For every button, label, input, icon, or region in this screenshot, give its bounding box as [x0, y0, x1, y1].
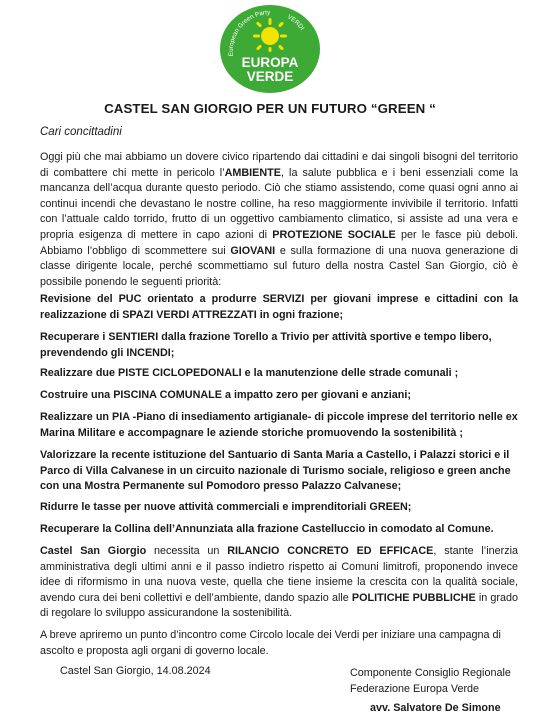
priority-piste: Realizzare due PISTE CICLOPEDONALI e la manutenzione delle strade comunali ;: [40, 367, 459, 379]
rilancio-paragraph: Castel San Giorgio necessita un RILANCIO CONCRETO ED EFFICACE, stante l’inerzia amministrativa degli ultimi anni e il passo indietro rispetto ai Comuni limitrofi, proponendo invece idee di riformismo in una nuova veste, quella che tiene insieme la crescita con la qualità sociale, avendo cura dei beni collettivi e dell’ambiente, dando spazio alle POLITICHE PUBBLICHE in grado di regolare lo sviluppo assicurandone la sostenibilità.: [40, 545, 519, 620]
place-date: Castel San Giorgio, 14.08.2024: [60, 665, 211, 677]
priority-santuario: Valorizzare la recente istituzione del Santuario di Santa Maria a Castello, i Palazzi storici e il Parco di Villa Calvanese in un circuito nazionale di Turismo sociale, religioso e green anche con una Mostra Permanente sul Pomodoro presso Palazzo Calvanese;: [40, 449, 511, 493]
salutation: Cari concittadini: [40, 126, 122, 138]
priority-tasse: Ridurre le tasse per nuove attività commerciali e imprenditoriali GREEN;: [40, 501, 412, 513]
svg-text:VERDE: VERDE: [246, 69, 294, 84]
europa-verde-logo: [219, 4, 321, 94]
closing-paragraph: A breve apriremo un punto d’incontro come Circolo locale dei Verdi per iniziare una campagna di ascolto e proposta agli organi di governo locale.: [40, 629, 501, 657]
signature-role: [350, 665, 511, 697]
signature-name: avv. Salvatore De Simone: [370, 702, 501, 714]
intro-paragraph: Oggi più che mai abbiamo un dovere civico ripartendo dai cittadini e dai singoli bisogni del territorio di combattere chi mette in pericolo l’AMBIENTE, la salute pubblica e i beni essenziali come la mancanza dell’acqua durante questo periodo. Ciò che stiamo assistendo, come quasi ogni anno ai continui incendi che devastano le nostre colline, ha reso maggiormente invivibile il territorio. Infatti con l’attuale caldo torrido, frutto di un oggettivo cambiamento climatico, si assiste ad una vera e propria esigenza di mettere in capo azioni di PROTEZIONE SOCIALE per le fasce più deboli. Abbiamo l’obbligo di scommettere sui GIOVANI e sulla formazione di una nuova generazione di classe dirigente locale, perché scommettiamo sul futuro della nostra Castel San Giorgio, ciò è possibile ponendo le seguenti priorità:: [40, 151, 518, 288]
role-line-1: Componente Consiglio Regionale: [350, 667, 511, 679]
priority-sentieri: Recuperare i SENTIERI dalla frazione Torello a Trivio per attività sportive e tempo libero, prevendendo gli INCENDI;: [40, 331, 492, 359]
priority-collina: Recuperare la Collina dell’Annunziata alla frazione Castelluccio in comodato al Comune.: [40, 523, 494, 535]
priority-piscina: Costruire una PISCINA COMUNALE a impatto zero per giovani e anziani;: [40, 389, 411, 401]
priority-puc: Revisione del PUC orientato a produrre SERVIZI per giovani imprese e cittadini con la realizzazione di SPAZI VERDI ATTREZZATI in ogni frazione;: [40, 293, 518, 321]
sunflower-logo-icon: [219, 4, 321, 94]
page-title: CASTEL SAN GIORGIO PER UN FUTURO “GREEN “: [104, 101, 436, 116]
svg-text:VERDI: VERDI: [286, 13, 306, 32]
priority-pia: Realizzare un PIA -Piano di insediamento artigianale- di piccole imprese del territorio nelle ex Marina Militare e accompagnare le aziende storiche promuovendo la sostenibilità ;: [40, 411, 518, 439]
svg-text:EUROPA: EUROPA: [241, 55, 299, 70]
role-line-2: Federazione Europa Verde: [350, 683, 480, 695]
svg-text:European Green Party: European Green Party: [227, 9, 271, 57]
